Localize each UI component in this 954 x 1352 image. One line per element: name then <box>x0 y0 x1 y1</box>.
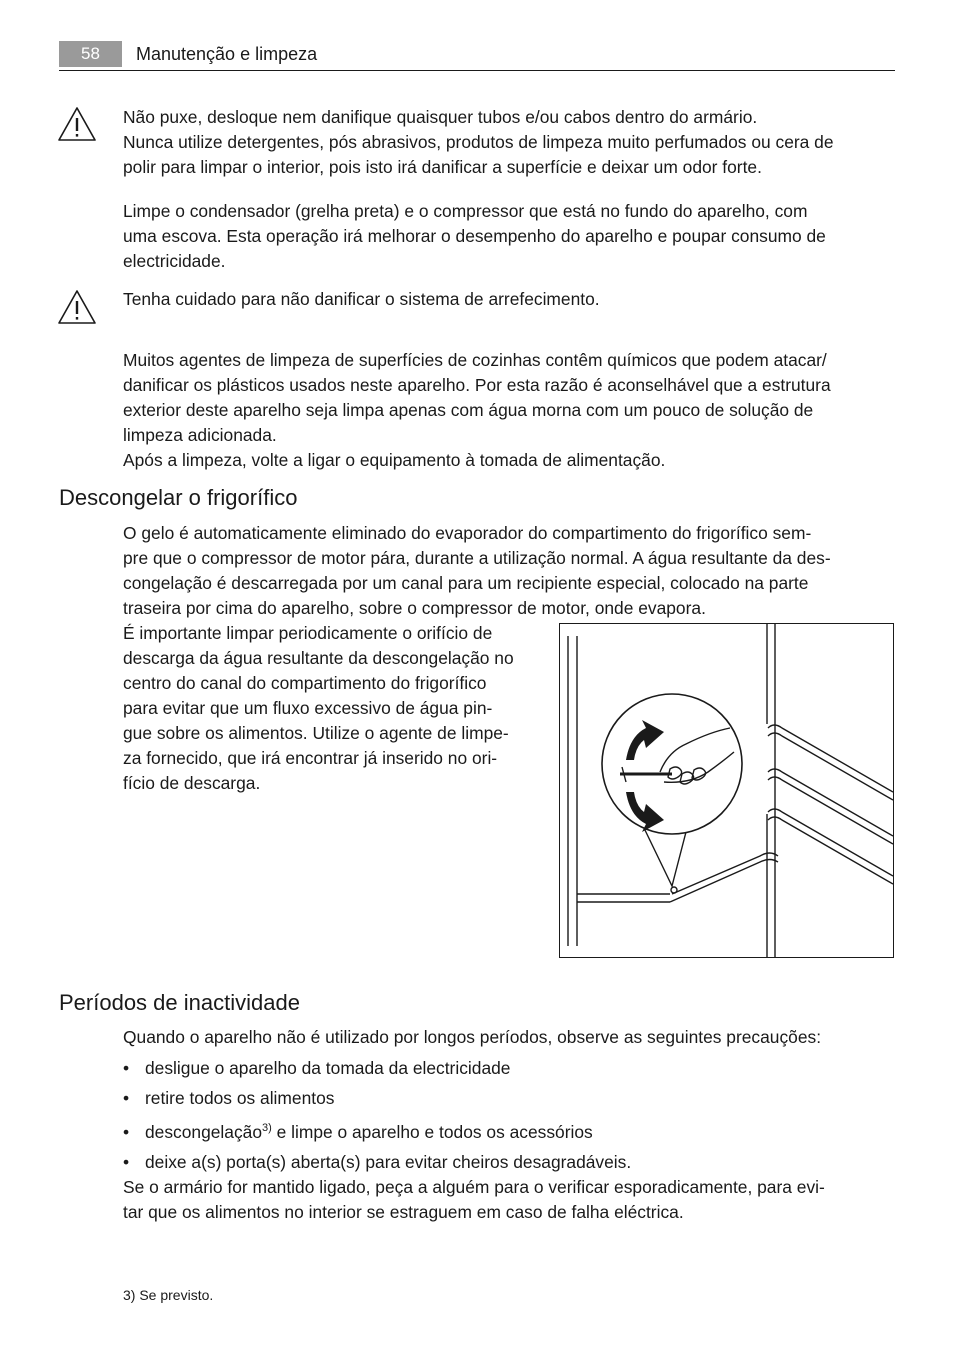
bullet-icon: • <box>123 1088 130 1108</box>
text-line: fício de descarga. <box>123 773 261 793</box>
page-number: 58 <box>59 41 122 67</box>
bullet-icon: • <box>123 1152 130 1172</box>
text-line: congelação é descarregada por um canal para um recipiente especial, colocado na parte <box>123 573 809 593</box>
section-heading-inactivity: Períodos de inactividade <box>59 990 300 1015</box>
inactivity-closing <box>123 1175 903 1225</box>
inactivity-intro <box>123 1025 903 1050</box>
text-line: gue sobre os alimentos. Utilize o agente de limpe- <box>123 723 509 743</box>
list-item-text: e limpe o aparelho e todos os acessórios <box>271 1122 593 1142</box>
list-item-text: retire todos os alimentos <box>145 1088 335 1108</box>
defrost-side-paragraph <box>123 621 548 796</box>
text-line: tar que os alimentos no interior se estraguem em caso de falha eléctrica. <box>123 1202 684 1222</box>
cleaning-paragraph <box>123 348 903 473</box>
text-line: O gelo é automaticamente eliminado do evaporador do compartimento do frigorífico sem- <box>123 523 812 543</box>
text-line: Nunca utilize detergentes, pós abrasivos, produtos de limpeza muito perfumados ou cera de <box>123 132 834 152</box>
warning-text-2 <box>123 287 903 312</box>
defrost-drain-illustration <box>559 623 894 958</box>
fridge-interior-drawing <box>560 624 893 957</box>
text-line: danificar os plásticos usados neste aparelho. Por esta razão é aconselhável que a estrutura <box>123 375 831 395</box>
bullet-icon: • <box>123 1058 130 1078</box>
list-item <box>123 1086 334 1111</box>
text-line: Não puxe, desloque nem danifique quaisquer tubos e/ou cabos dentro do armário. <box>123 107 758 127</box>
text-line: descarga da água resultante da descongelação no <box>123 648 514 668</box>
footnote-ref: 3) <box>262 1122 272 1135</box>
text-line: É importante limpar periodicamente o orifício de <box>123 623 493 643</box>
text-line: Se o armário for mantido ligado, peça a alguém para o verificar esporadicamente, para evi- <box>123 1177 825 1197</box>
text-line: Quando o aparelho não é utilizado por longos períodos, observe as seguintes precauções: <box>123 1027 822 1047</box>
warning-triangle-icon <box>57 106 97 142</box>
running-head: Manutenção e limpeza <box>136 44 318 64</box>
text-line: uma escova. Esta operação irá melhorar o desempenho do aparelho e poupar consumo de <box>123 226 826 246</box>
warning-triangle-icon <box>57 289 97 325</box>
text-line: pre que o compressor de motor pára, durante a utilização normal. A água resultante da des- <box>123 548 831 568</box>
text-line: Limpe o condensador (grelha preta) e o compressor que está no fundo do aparelho, com <box>123 201 808 221</box>
footnote: 3) Se previsto. <box>123 1287 214 1303</box>
text-line: Muitos agentes de limpeza de superfícies de cozinhas contêm químicos que podem atacar/ <box>123 350 827 370</box>
text-line: exterior deste aparelho seja limpa apenas com água morna com um pouco de solução de <box>123 400 814 420</box>
text-line: traseira por cima do aparelho, sobre o compressor de motor, onde evapora. <box>123 598 706 618</box>
list-item-text: deixe a(s) porta(s) aberta(s) para evitar cheiros desagradáveis. <box>145 1152 632 1172</box>
condenser-paragraph <box>123 199 903 274</box>
warning-text-1 <box>123 105 903 180</box>
list-item <box>123 1150 631 1175</box>
list-item <box>123 1120 593 1145</box>
section-heading-defrost: Descongelar o frigorífico <box>59 485 298 510</box>
list-item-text: descongelação <box>145 1122 262 1142</box>
text-line: centro do canal do compartimento do frigorífico <box>123 673 487 693</box>
list-item <box>123 1056 510 1081</box>
bullet-icon: • <box>123 1122 130 1142</box>
text-line: limpeza adicionada. <box>123 425 277 445</box>
text-line: polir para limpar o interior, pois isto irá danificar a superfície e deixar um odor forte. <box>123 157 762 177</box>
text-line: za fornecido, que irá encontrar já inserido no ori- <box>123 748 498 768</box>
list-item-text: desligue o aparelho da tomada da electricidade <box>145 1058 511 1078</box>
text-line: electricidade. <box>123 251 226 271</box>
defrost-paragraph <box>123 521 903 621</box>
text-line: Tenha cuidado para não danificar o sistema de arrefecimento. <box>123 289 600 309</box>
header-rule <box>59 70 895 71</box>
text-line: para evitar que um fluxo excessivo de água pin- <box>123 698 493 718</box>
text-line: Após a limpeza, volte a ligar o equipamento à tomada de alimentação. <box>123 450 666 470</box>
